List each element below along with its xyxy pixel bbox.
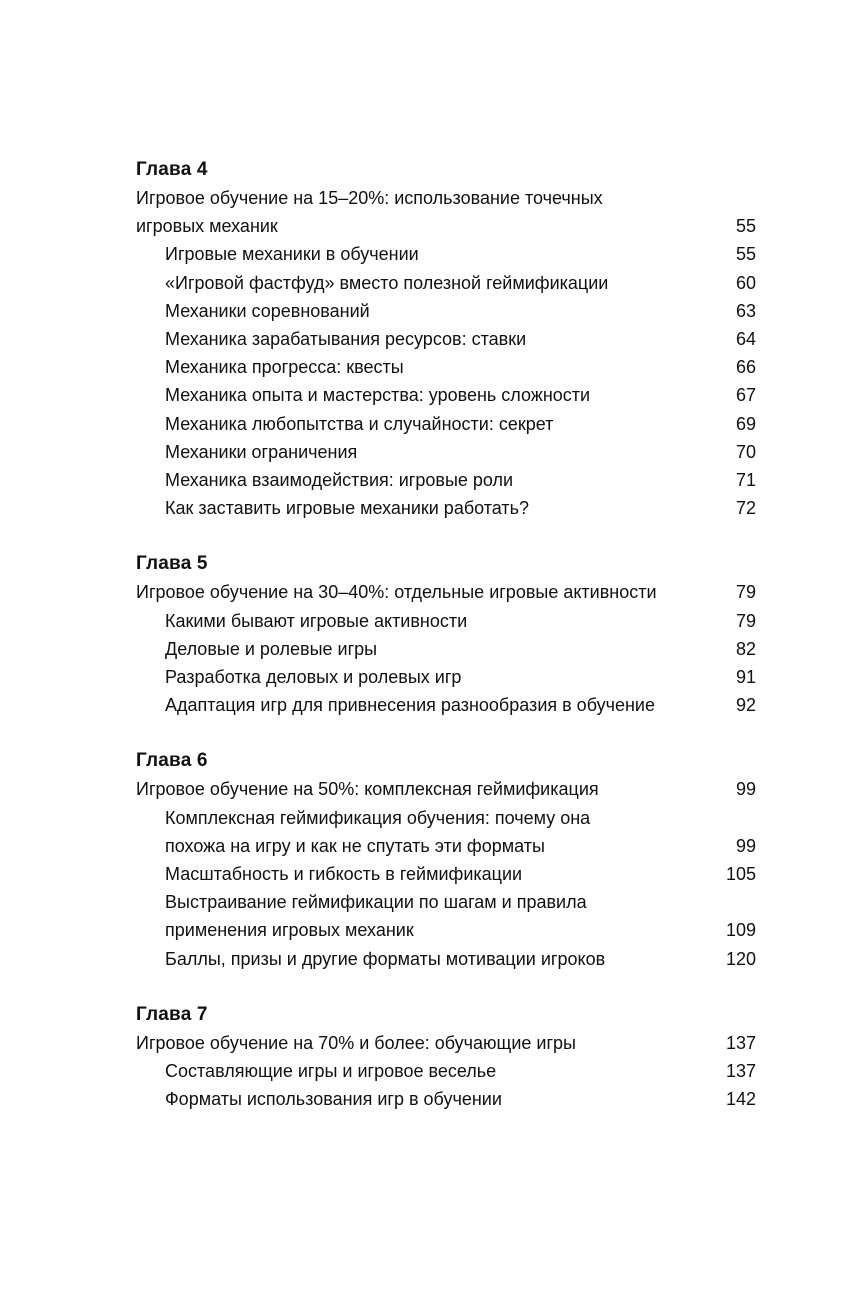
entry-title-line: Механика зарабатывания ресурсов: ставки: [165, 329, 527, 350]
entry-title: [165, 1057, 756, 1085]
toc-chapter-title-entry: [136, 184, 756, 240]
page-number: 67: [735, 385, 756, 406]
page-number: 142: [725, 1089, 756, 1110]
toc-subsection-entry: [136, 353, 756, 381]
entry-title-line: Какими бывают игровые активности: [165, 610, 468, 631]
entry-title-line: Игровое обучение на 70% и более: обучающие игры: [136, 1032, 576, 1053]
entry-title-line: Игровые механики в обучении: [165, 244, 419, 265]
page-number: 69: [735, 413, 756, 434]
entry-title: [165, 860, 756, 888]
entry-title-line: Адаптация игр для привнесения разнообразия в обучение: [165, 695, 655, 716]
toc-subsection-entry: [136, 381, 756, 409]
toc-chapter-title-entry: [136, 1029, 756, 1057]
table-of-contents: [136, 156, 756, 1141]
chapter-section: [136, 550, 756, 719]
entry-title-line: Механика взаимодействия: игровые роли: [165, 470, 514, 491]
chapter-label: Глава 7: [136, 1003, 208, 1025]
entry-title-line: Механика опыта и мастерства: уровень сложности: [165, 385, 591, 406]
page-number: 120: [725, 948, 756, 969]
toc-subsection-entry: [136, 607, 756, 635]
entry-title-line: Игровое обучение на 15–20%: использование точечных: [136, 188, 603, 208]
chapter-section: [136, 156, 756, 522]
entry-title: [165, 888, 756, 944]
toc-subsection-entry: [136, 297, 756, 325]
toc-subsection-entry: [136, 804, 756, 860]
entry-title-line: Механика прогресса: квесты: [165, 357, 404, 378]
toc-subsection-entry: [136, 1085, 756, 1113]
chapter-label: Глава 4: [136, 159, 208, 180]
page-number: 66: [735, 357, 756, 378]
entry-title: [165, 607, 756, 635]
toc-subsection-entry: [136, 860, 756, 888]
toc-subsection-entry: [136, 466, 756, 494]
entry-title: [165, 945, 756, 973]
toc-subsection-entry: [136, 325, 756, 353]
chapter-section: [136, 747, 756, 972]
entry-title-line: Игровое обучение на 50%: комплексная геймификация: [136, 779, 599, 800]
toc-subsection-entry: [136, 691, 756, 719]
entry-title: [165, 494, 756, 522]
toc-subsection-entry: [136, 269, 756, 297]
entry-title: [165, 663, 756, 691]
entry-title: [136, 775, 756, 803]
toc-chapter-title-entry: [136, 775, 756, 803]
toc-subsection-entry: [136, 494, 756, 522]
page-number: 99: [735, 779, 756, 800]
page-number: 55: [735, 244, 756, 265]
page-number: 137: [725, 1061, 756, 1082]
entry-title: [165, 240, 756, 268]
entry-title-line: Деловые и ролевые игры: [165, 638, 378, 659]
entry-title: [165, 438, 756, 466]
entry-title: [165, 804, 756, 860]
page-number: 99: [735, 835, 756, 856]
entry-title-line: игровых механик: [136, 216, 278, 237]
entry-title-line: Как заставить игровые механики работать?: [165, 498, 530, 519]
page-number: 55: [735, 216, 756, 237]
entry-title: [165, 381, 756, 409]
page-number: 70: [735, 441, 756, 462]
page-number: 72: [735, 498, 756, 519]
page-number: 137: [725, 1032, 756, 1053]
entry-title: [165, 635, 756, 663]
entry-title-line: Масштабность и гибкость в геймификации: [165, 864, 523, 885]
entry-title-line: Механика любопытства и случайности: секрет: [165, 413, 554, 434]
page-number: 92: [735, 695, 756, 716]
entry-title: [136, 1029, 756, 1057]
entry-title-line: Выстраивание геймификации по шагам и правила: [165, 892, 587, 913]
toc-subsection-entry: [136, 663, 756, 691]
toc-subsection-entry: [136, 635, 756, 663]
entry-title-line: Форматы использования игр в обучении: [165, 1089, 502, 1110]
entry-title-line: Механики ограничения: [165, 441, 358, 462]
entry-title-line: Баллы, призы и другие форматы мотивации игроков: [165, 948, 606, 969]
page-number: 79: [735, 610, 756, 631]
entry-title: [165, 410, 756, 438]
entry-title: [165, 297, 756, 325]
entry-title-line: применения игровых механик: [165, 920, 414, 941]
entry-title: [165, 353, 756, 381]
entry-title-line: Игровое обучение на 30–40%: отдельные игровые активности: [136, 582, 657, 603]
entry-title: [136, 184, 756, 240]
page-number: 91: [735, 667, 756, 688]
toc-subsection-entry: [136, 438, 756, 466]
entry-title-line: «Игровой фастфуд» вместо полезной геймификации: [165, 272, 609, 293]
entry-title: [165, 325, 756, 353]
page-number: 82: [735, 638, 756, 659]
toc-chapter-title-entry: [136, 578, 756, 606]
page-number: 79: [735, 582, 756, 603]
entry-title-line: Разработка деловых и ролевых игр: [165, 667, 462, 688]
page-number: 71: [735, 470, 756, 491]
entry-title-line: похожа на игру и как не спутать эти форматы: [165, 835, 545, 856]
page-number: 105: [725, 864, 756, 885]
entry-title: [165, 466, 756, 494]
chapter-label: Глава 6: [136, 750, 208, 772]
entry-title: [165, 1085, 756, 1113]
page-number: 64: [735, 329, 756, 350]
entry-title-line: Составляющие игры и игровое веселье: [165, 1061, 497, 1082]
entry-title: [165, 269, 756, 297]
toc-subsection-entry: [136, 945, 756, 973]
page-number: 60: [735, 272, 756, 293]
toc-subsection-entry: [136, 1057, 756, 1085]
toc-subsection-entry: [136, 240, 756, 268]
chapter-label: Глава 5: [136, 553, 208, 575]
entry-title: [136, 578, 756, 606]
entry-title-line: Комплексная геймификация обучения: почему она: [165, 807, 591, 828]
page-number: 109: [725, 920, 756, 941]
chapter-section: [136, 1001, 756, 1114]
entry-title-line: Механики соревнований: [165, 300, 370, 321]
toc-subsection-entry: [136, 888, 756, 944]
page-number: 63: [735, 300, 756, 321]
entry-title: [165, 691, 756, 719]
toc-subsection-entry: [136, 410, 756, 438]
